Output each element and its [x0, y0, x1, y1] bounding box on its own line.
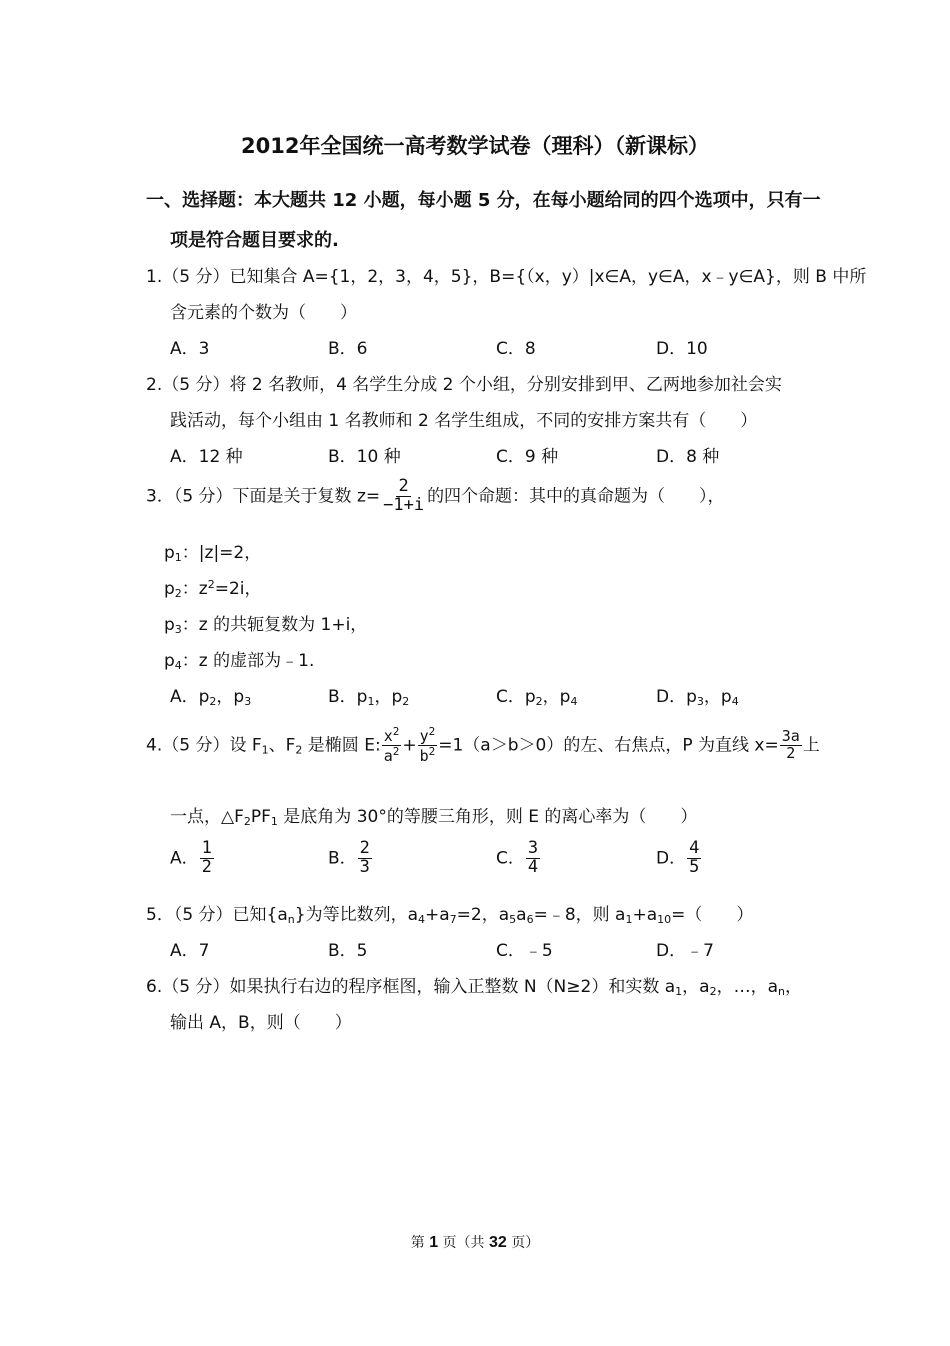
- q3-proposition-p1: $p_1$：|z|=2，: [164, 543, 262, 564]
- q2-option-b: B．10 种: [328, 447, 401, 467]
- q5-option-d: D．﹣7: [656, 941, 714, 961]
- q3-option-b: B．$p_1$，$p_2$: [328, 687, 410, 708]
- q4-ellipse-x-term: $\frac{x^2}{a^2}$: [383, 725, 400, 765]
- q1-option-b: B．6: [328, 339, 368, 359]
- q3-proposition-p2: $p_2$：$z^2=2i$，: [164, 578, 262, 600]
- question-5-stem: 5．（5 分）已知$\{a_n\}$为等比数列，$a_4+a_7=2$，$a_5a_6=﹣8$，则 $a_1+a_{10}=$（ ）: [146, 905, 754, 926]
- q1-option-d: D．10: [656, 339, 708, 359]
- q3-option-c: C．$p_2$，$p_4$: [496, 687, 578, 708]
- q3-fraction: $\frac{2}{-1+i}$: [383, 476, 425, 515]
- q1-option-c: C．8: [496, 339, 536, 359]
- question-6-line2: 输出 A，B，则（ ）: [170, 1013, 352, 1033]
- q3-proposition-p4: $p_4$：z 的虚部为﹣1.: [164, 651, 315, 672]
- question-2-line1: 2.（5 分）将 2 名教师，4 名学生分成 2 个小组，分别安排到甲、乙两地参加社会实: [146, 375, 782, 395]
- page-title: 2012年全国统一高考数学试卷（理科）（新课标）: [241, 134, 709, 158]
- q3-option-d: D．$p_3$，$p_4$: [656, 687, 739, 708]
- q4-option-a: A． $\frac{1}{2}$: [170, 838, 212, 877]
- q4-option-c: C． $\frac{3}{4}$: [496, 838, 539, 877]
- q4-option-b: B． $\frac{2}{3}$: [328, 838, 370, 877]
- q2-option-c: C．9 种: [496, 447, 559, 467]
- question-2-line2: 践活动，每个小组由 1 名教师和 2 名学生组成，不同的安排方案共有（ ）: [170, 411, 758, 431]
- q1-option-a: A．3: [170, 339, 210, 359]
- q2-option-a: A．12 种: [170, 447, 243, 467]
- section-heading-line2: 项是符合题目要求的.: [170, 230, 339, 251]
- q4-option-d: D． $\frac{4}{5}$: [656, 838, 700, 877]
- section-heading-line1: 一、选择题：本大题共 12 小题，每小题 5 分，在每小题给同的四个选项中，只有一: [146, 190, 821, 211]
- q3-option-a: A．$p_2$，$p_3$: [170, 687, 252, 708]
- page-total: 32: [489, 1234, 507, 1251]
- question-3-stem: 3．（5 分）下面是关于复数 z= $\frac{2}{-1+i}$ 的四个命题：其中的真命题为（ ），: [146, 476, 725, 515]
- question-6-line1: 6.（5 分）如果执行右边的程序框图，输入正整数 N（N≥2）和实数 $a_1$，$a_2$，…，$a_n$，: [146, 977, 802, 998]
- q5-option-c: C．﹣5: [496, 941, 553, 961]
- q4-ellipse-y-term: $\frac{y^2}{b^2}$: [419, 725, 436, 765]
- q5-option-a: A．7: [170, 941, 210, 961]
- page-number: 1: [429, 1234, 439, 1251]
- q5-option-b: B．5: [328, 941, 368, 961]
- question-1-line2: 含元素的个数为（ ）: [170, 303, 357, 323]
- question-4-line2: 一点，$\triangle F_2PF_1$ 是底角为 30°的等腰三角形，则 E 的离心率为（ ）: [170, 807, 698, 828]
- q2-option-d: D．8 种: [656, 447, 720, 467]
- question-4-line1: 4.（5 分）设 $F_1$、$F_2$ 是椭圆 E: $\frac{x^2}{a^2}$ + $\frac{y^2}{b^2}$ =1（a＞b＞0）的左、右焦点，P 为直线 x= $\frac{3a}{2}$ 上: [146, 725, 820, 765]
- question-1-line1: 1.（5 分）已知集合 A={1，2，3，4，5}，B={（x，y）|x∈A，y∈A，x﹣y∈A}，则 B 中所: [146, 267, 867, 287]
- page-footer: 第 1 页（共 32 页）: [410, 1234, 540, 1251]
- q4-line-fraction: $\frac{3a}{2}$: [781, 727, 800, 762]
- q3-proposition-p3: $p_3$：z 的共轭复数为 1+i，: [164, 615, 368, 636]
